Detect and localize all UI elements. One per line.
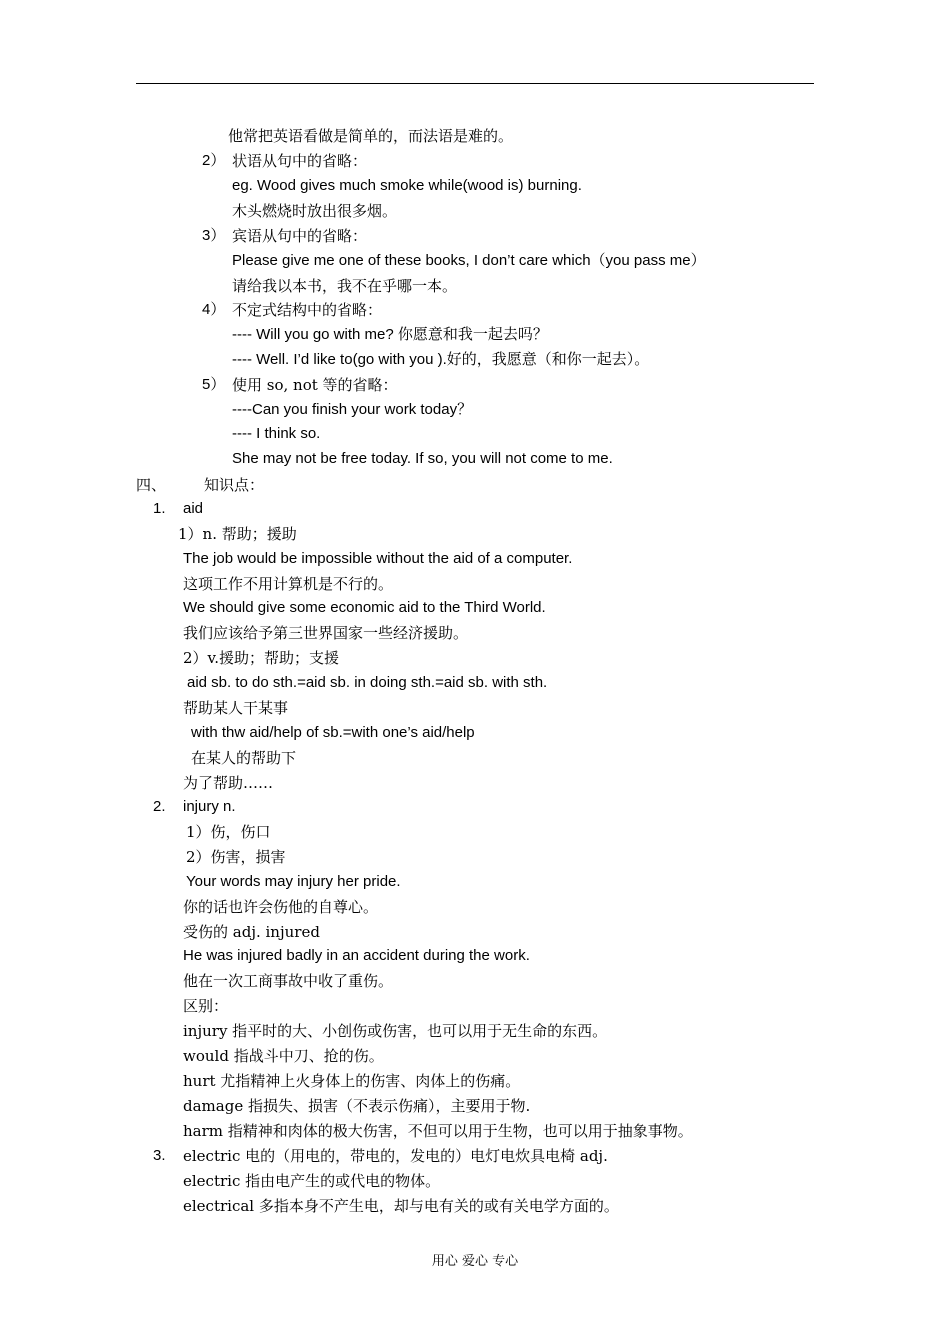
list-marker: 3） (202, 227, 226, 244)
item-heading: injury n. (183, 798, 236, 815)
text-line: ---- Will you go with me? 你愿意和我一起去吗？ (232, 326, 548, 343)
item-number: 1. (153, 500, 166, 517)
text-line: 2）v.援助；帮助；支援 (183, 649, 340, 667)
list-marker: 2） (202, 152, 226, 169)
text-line: ---- I think so. (232, 425, 321, 442)
text-line: 他在一次工商事故中收了重伤。 (183, 972, 394, 990)
text-line: electric 指由电产生的或代电的物体。 (183, 1172, 441, 1190)
text-line: The job would be impossible without the aid of a computer. (183, 550, 573, 567)
section-heading: 知识点： (204, 476, 265, 494)
text-line: He was injured badly in an accident during the work. (183, 947, 530, 964)
text-line: injury 指平时的大、小创伤或伤害，也可以用于无生命的东西。 (183, 1022, 608, 1040)
item-heading: electric 电的（用电的，带电的，发电的）电灯电炊具电椅 adj. (183, 1147, 608, 1165)
text-line: damage 指损失、损害（不表示伤痛），主要用于物. (183, 1097, 531, 1115)
text-line: harm 指精神和肉体的极大伤害，不但可以用于生物，也可以用于抽象事物。 (183, 1122, 693, 1140)
text-line: 帮助某人干某事 (183, 699, 289, 717)
text-line: 请给我以本书，我不在乎哪一本。 (232, 277, 458, 295)
text-line: 状语从句中的省略： (232, 152, 368, 170)
text-line: with thw aid/help of sb.=with one’s aid/help (191, 724, 475, 741)
text-line: 我们应该给予第三世界国家一些经济援助。 (183, 624, 469, 642)
text-line: 区别： (183, 997, 229, 1015)
text-line: 1）n. 帮助；援助 (178, 525, 297, 543)
page-footer: 用心 爱心 专心 (431, 1254, 519, 1269)
text-line: 受伤的 adj. injured (183, 923, 320, 941)
text-line: Please give me one of these books, I don’t care which（you pass me） (232, 252, 706, 269)
text-line: 宾语从句中的省略： (232, 227, 368, 245)
text-line: would 指战斗中刀、抢的伤。 (183, 1047, 384, 1065)
text-line: 使用 so, not 等的省略： (232, 376, 398, 394)
text-line: electrical 多指本身不产生电，却与电有关的或有关电学方面的。 (183, 1197, 619, 1215)
text-line: hurt 尤指精神上火身体上的伤害、肉体上的伤痛。 (183, 1072, 521, 1090)
text-line: 木头燃烧时放出很多烟。 (232, 202, 398, 220)
text-line: 你的话也许会伤他的自尊心。 (183, 898, 379, 916)
text-line: We should give some economic aid to the Third World. (183, 599, 546, 616)
item-heading: aid (183, 500, 204, 517)
text-line: aid sb. to do sth.=aid sb. in doing sth.=aid sb. with sth. (187, 674, 548, 691)
text-line: She may not be free today. If so, you will not come to me. (232, 450, 613, 467)
text-line: 这项工作不用计算机是不行的。 (183, 575, 394, 593)
item-number: 2. (153, 798, 166, 815)
text-line: 他常把英语看做是简单的，而法语是难的。 (228, 127, 514, 145)
text-line: 在某人的帮助下 (191, 749, 297, 767)
text-line: eg. Wood gives much smoke while(wood is) burning. (232, 177, 582, 194)
text-line: ----Can you finish your work today？ (232, 401, 473, 418)
text-line: Your words may injury her pride. (186, 873, 401, 890)
text-line: 为了帮助…… (183, 774, 274, 792)
text-line: 1）伤，伤口 (186, 823, 271, 841)
header-rule (136, 83, 814, 84)
section-number: 四、 (136, 476, 167, 494)
list-marker: 5） (202, 376, 226, 393)
item-number: 3. (153, 1147, 166, 1164)
text-line: 不定式结构中的省略： (232, 301, 383, 319)
text-line: ---- Well. I’d like to(go with you ).好的，我愿意（和你一起去）。 (232, 351, 650, 368)
text-line: 2）伤害，损害 (186, 848, 286, 866)
list-marker: 4） (202, 301, 226, 318)
